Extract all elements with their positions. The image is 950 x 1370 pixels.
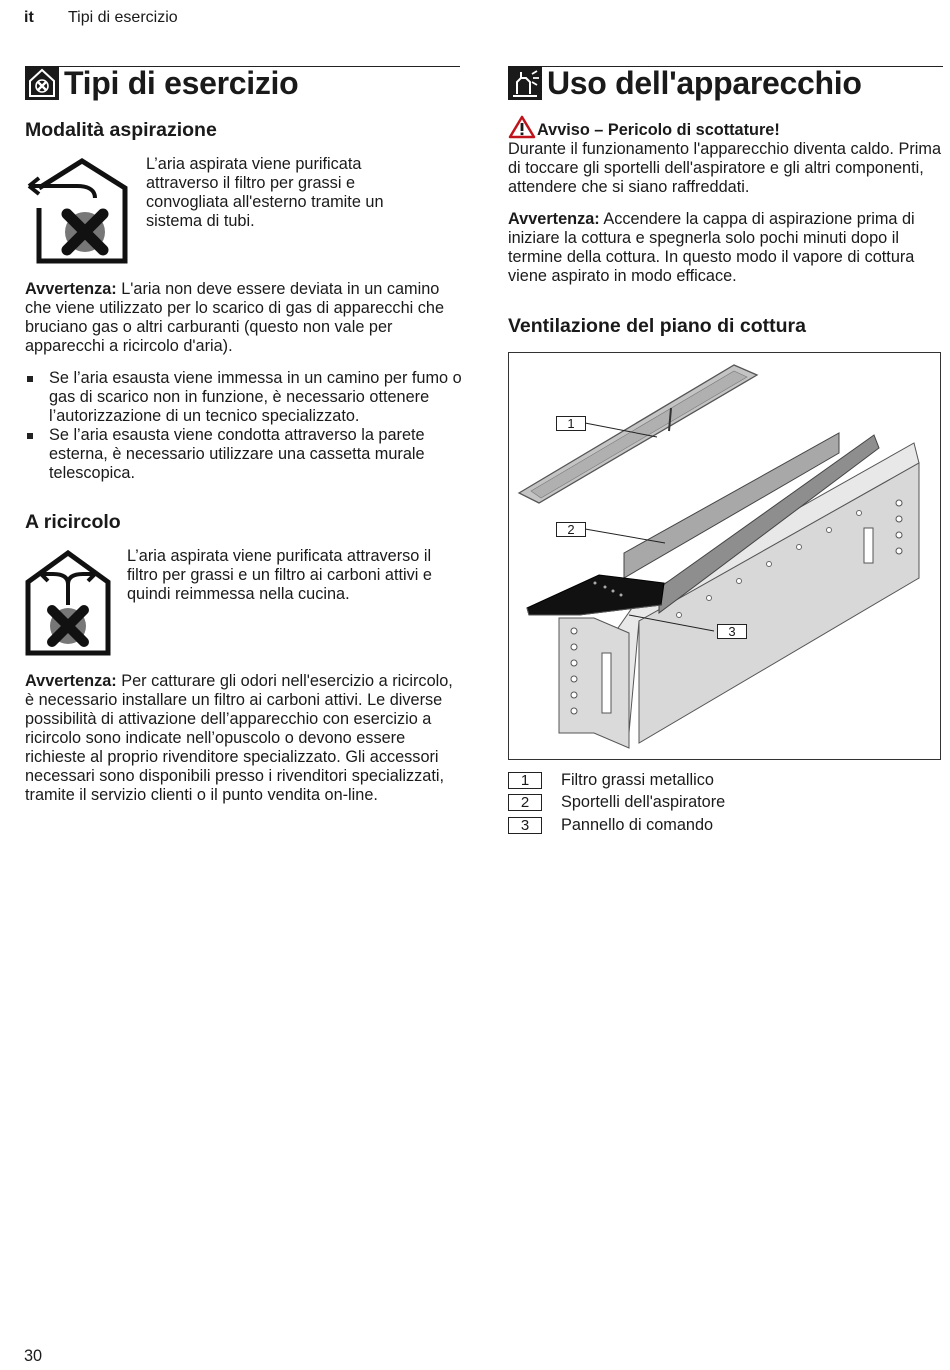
page-title-left: Tipi di esercizio bbox=[64, 65, 299, 101]
running-header-title: Tipi di esercizio bbox=[68, 9, 178, 26]
recirculation-house-icon bbox=[25, 550, 111, 656]
legend-label: Pannello di comando bbox=[561, 816, 714, 834]
danger-title: Avviso – Pericolo di scottature! bbox=[537, 121, 780, 139]
list-item: Se l’aria esausta viene condotta attraverso la parete esterna, è necessario utilizzare una cassetta murale telescopica. bbox=[25, 426, 465, 483]
warning-triangle-icon bbox=[508, 115, 536, 139]
exhaust-house-icon bbox=[25, 158, 129, 264]
ricircolo-warning bbox=[25, 672, 465, 805]
legend-label: Sportelli dell'aspiratore bbox=[561, 793, 726, 811]
device-figure-frame bbox=[508, 352, 941, 760]
ricircolo-intro: L’aria aspirata viene purificata attraverso il filtro per grassi e un filtro ai carboni attivi e quindi reimmessa nella cucina. bbox=[127, 547, 432, 603]
figure-callout-1: 1 bbox=[556, 416, 586, 431]
fan-house-icon bbox=[25, 66, 59, 100]
page-title-right: Uso dell'apparecchio bbox=[547, 65, 862, 101]
bullet-square-icon bbox=[27, 433, 33, 439]
note-label: Avvertenza: bbox=[508, 210, 600, 228]
list-item: Se l’aria esausta viene immessa in un camino per fumo o gas di scarico non in funzione, è necessario ottenere l’autorizzazione di un tecnico specializzato. bbox=[25, 369, 465, 426]
legend-number: 2 bbox=[508, 794, 542, 811]
modalita-intro: L’aria aspirata viene purificata attraverso il filtro per grassi e convogliata all'esterno tramite un sistema di tubi. bbox=[146, 155, 384, 230]
modalita-bullet-list bbox=[25, 369, 465, 483]
bullet-square-icon bbox=[27, 376, 33, 382]
modalita-warning bbox=[25, 280, 465, 356]
legend-number: 3 bbox=[508, 817, 542, 834]
hand-touch-icon bbox=[508, 66, 542, 100]
legend-label: Filtro grassi metallico bbox=[561, 771, 714, 789]
language-code: it bbox=[24, 9, 34, 26]
danger-text: Durante il funzionamento l'apparecchio diventa caldo. Prima di toccare gli sportelli dell'aspiratore e gli altri componenti, attendere che si siano raffreddati. bbox=[508, 140, 941, 196]
figure-callout-3: 3 bbox=[717, 624, 747, 639]
section-heading-modalita: Modalità aspirazione bbox=[25, 119, 217, 141]
usage-note bbox=[508, 210, 948, 286]
legend-number: 1 bbox=[508, 772, 542, 789]
warning-label: Avvertenza: bbox=[25, 280, 117, 298]
section-heading-ventilazione: Ventilazione del piano di cottura bbox=[508, 315, 806, 337]
warning-label: Avvertenza: bbox=[25, 672, 117, 690]
warning-text: L'aria non deve essere deviata in un camino che viene utilizzato per lo scarico di gas di apparecchi che bruciano gas o altri carburanti (questo non vale per apparecchi a ricircolo d'aria). bbox=[25, 280, 445, 355]
note-text: Accendere la cappa di aspirazione prima di iniziare la cottura e spegnerla solo pochi minuti dopo il termine della cottura. In questo modo il vapore di cottura viene aspirato in modo efficace. bbox=[508, 210, 915, 285]
warning-text: Per catturare gli odori nell'esercizio a ricircolo, è necessario installare un filtro ai carboni attivi. Le diverse possibilità di attivazione dell’apparecchio con esercizio a ricircolo sono indicate nell’opuscolo o devono essere richieste al proprio rivenditore specializzato. Gli accessori necessari sono disponibili presso i rivenditori specializzati, tramite il servizio clienti o il punto vendita on-line. bbox=[25, 672, 453, 804]
section-heading-ricircolo: A ricircolo bbox=[25, 511, 121, 533]
downdraft-unit-illustration bbox=[509, 353, 940, 759]
figure-callout-2: 2 bbox=[556, 522, 586, 537]
page-number: 30 bbox=[24, 1347, 43, 1365]
